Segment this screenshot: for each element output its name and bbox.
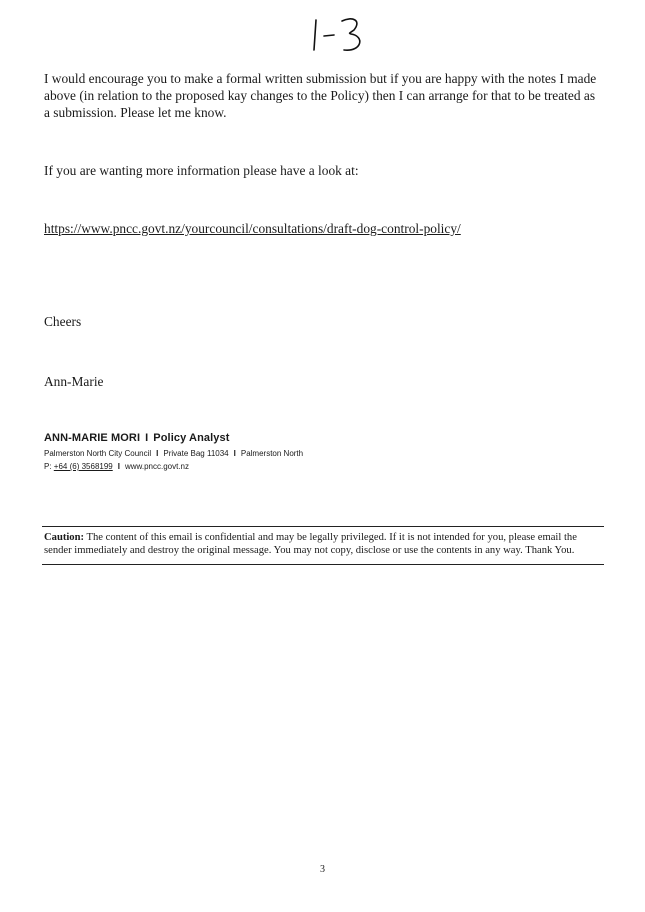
signature-separator: I: [156, 449, 159, 458]
signature-organisation: Palmerston North City Council: [44, 449, 152, 458]
caution-bottom-divider: [42, 564, 604, 565]
consultation-link-line: [44, 220, 461, 237]
closing-cheers: Cheers: [44, 314, 82, 329]
signature-address-1: Private Bag 11034: [163, 449, 229, 458]
caution-label: Caution:: [44, 532, 85, 543]
consultation-link[interactable]: https://www.pncc.govt.nz/yourcouncil/consultations/draft-dog-control-policy/: [44, 221, 461, 236]
signature-separator: I: [233, 449, 236, 458]
signature-phone-prefix: P:: [44, 462, 52, 471]
signature-phone-link[interactable]: +64 (6) 3568199: [53, 462, 113, 471]
signature-contact-line: [44, 462, 189, 471]
handwritten-annotation: [310, 14, 370, 56]
caution-notice: [44, 531, 604, 557]
body-paragraph-submission: I would encourage you to make a formal written submission but if you are happy with the notes I made above (in relation to the proposed kay changes to the Policy) then I can arrange for that to be treated as a submission. Please let me know.: [44, 71, 597, 120]
caution-top-divider: [42, 526, 604, 527]
signature-name-line: [44, 432, 229, 444]
caution-text: The content of this email is confidential and may be legally privileged. If it is not intended for you, please email the sender immediately and destroy the original message. You may not copy, disclose or use the contents in any way. Thank You.: [44, 532, 577, 556]
signature-title: Policy Analyst: [153, 432, 230, 444]
closing-signoff: Ann-Marie: [44, 374, 104, 389]
body-paragraph-more-info: If you are wanting more information please have a look at:: [44, 163, 359, 178]
signature-separator: I: [117, 462, 120, 471]
signature-address-line: [44, 449, 303, 458]
signature-address-2: Palmerston North: [240, 449, 304, 458]
page-number: 3: [320, 864, 325, 875]
signature-website[interactable]: www.pncc.govt.nz: [124, 462, 189, 471]
signature-name: ANN-MARIE MORI: [44, 432, 141, 444]
signature-separator: I: [145, 432, 149, 444]
